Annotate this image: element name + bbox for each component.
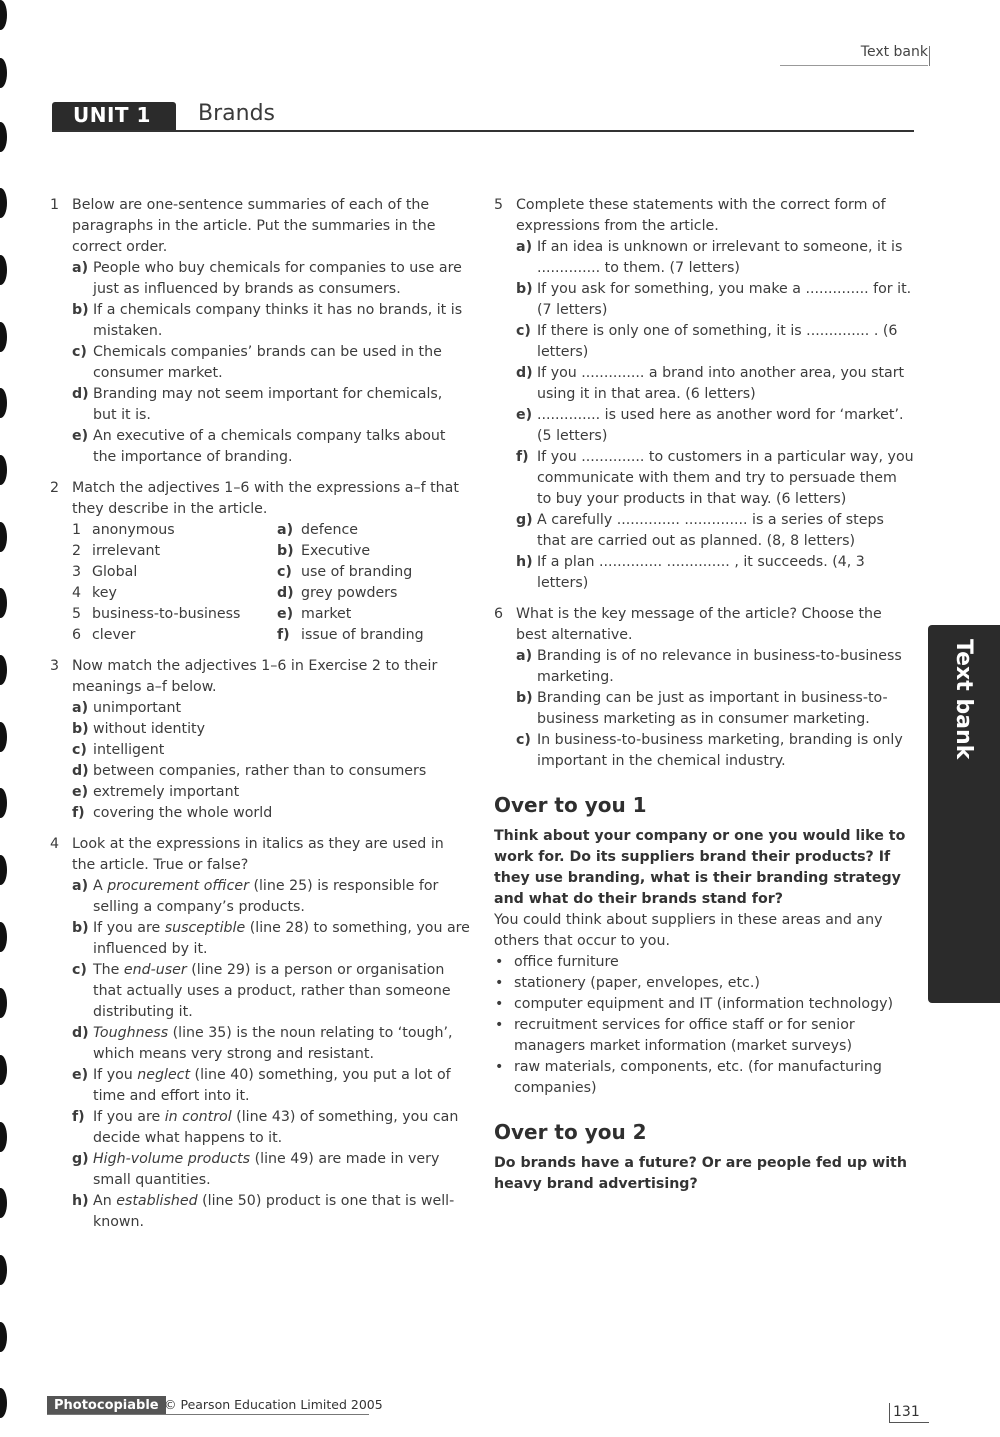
item-letter: a) (72, 878, 89, 894)
binding-hole (0, 1255, 7, 1285)
item-text: between companies, rather than to consumers (93, 763, 427, 779)
item-expression: High-volume products (93, 1151, 251, 1167)
exercise-2 (50, 478, 470, 646)
item-letter: f) (72, 805, 85, 821)
exercise-items (516, 646, 914, 772)
list-item (72, 803, 470, 824)
item-text: Branding can be just as important in business-to-business marketing as in consumer marketing. (537, 690, 888, 727)
discussion-prompt: Think about your company or one you would like to work for. Do its suppliers brand their products? If they use branding, what is their branding strategy and what do their brands stand for? (494, 828, 906, 907)
exercise-4 (50, 834, 470, 1233)
matching-table (72, 520, 470, 646)
item-text: grey powders (301, 585, 398, 601)
side-tab (928, 625, 1000, 1003)
item-number: 6 (72, 627, 82, 643)
item-letter: d) (72, 386, 89, 402)
unit-label: UNIT 1 (73, 103, 151, 127)
list-item (72, 300, 470, 342)
bullet-item: • computer equipment and IT (information technology) (494, 994, 914, 1015)
list-item (516, 447, 914, 510)
item-text: use of branding (301, 564, 413, 580)
list-item (516, 279, 914, 321)
right-column (494, 195, 914, 1195)
item-text: If an idea is unknown or irrelevant to someone, it is .............. to them. (7 letters) (537, 239, 903, 276)
item-letter: e) (72, 1067, 89, 1083)
list-item (516, 363, 914, 405)
side-tab-label: Text bank (951, 639, 976, 760)
list-item (72, 719, 470, 740)
item-expression: established (116, 1193, 198, 1209)
bullet-item: • office furniture (494, 952, 914, 973)
list-item (72, 1107, 470, 1149)
running-header: Text bank (860, 44, 928, 60)
match-left-item (72, 562, 277, 583)
item-number: 1 (72, 522, 82, 538)
item-expression: neglect (137, 1067, 191, 1083)
match-left-item (72, 520, 277, 541)
bullet-list (494, 952, 914, 1099)
page-rule (889, 1422, 929, 1423)
item-text: irrelevant (92, 543, 161, 559)
list-item (516, 688, 914, 730)
exercise-items (516, 237, 914, 594)
binding-hole (0, 1055, 7, 1085)
list-item (72, 876, 470, 918)
match-left-item (72, 583, 277, 604)
list-item (516, 321, 914, 363)
item-expression: in control (164, 1109, 232, 1125)
item-text-post: (line 25) is responsible for selling a company’s products. (93, 878, 439, 915)
section-text: You could think about suppliers in these areas and any others that occur to you. (494, 912, 883, 949)
binding-hole (0, 588, 7, 618)
item-text: If you ask for something, you make a .............. for it. (7 letters) (537, 281, 912, 318)
exercise-instructions: Complete these statements with the correct form of expressions from the article. (516, 197, 886, 234)
exercise-3 (50, 656, 470, 824)
item-number: 3 (72, 564, 82, 580)
left-column (50, 195, 470, 1243)
section-heading: Over to you 1 (494, 793, 647, 817)
list-item (72, 698, 470, 719)
item-text: market (301, 606, 352, 622)
exercise-number: 4 (50, 836, 60, 852)
photocopiable-badge: Photocopiable (47, 1396, 166, 1415)
item-text: In business-to-business marketing, branding is only important in the chemical industry. (537, 732, 903, 769)
exercise-items (72, 698, 470, 824)
match-right-item (277, 625, 467, 646)
item-text-post: (line 40) something, you put a lot of time and effort into it. (93, 1067, 451, 1104)
exercise-5 (494, 195, 914, 594)
exercise-6 (494, 604, 914, 772)
exercise-instructions: Now match the adjectives 1–6 in Exercise 2 to their meanings a–f below. (72, 658, 438, 695)
match-right-item (277, 541, 467, 562)
item-text: extremely important (93, 784, 240, 800)
item-text-post: (line 43) of something, you can decide what happens to it. (93, 1109, 459, 1146)
item-letter: f) (72, 1109, 85, 1125)
binding-hole (0, 922, 7, 952)
item-number: 2 (72, 543, 82, 559)
bullet-item: • stationery (paper, envelopes, etc.) (494, 973, 914, 994)
item-expression: end-user (123, 962, 187, 978)
section-heading: Over to you 2 (494, 1120, 647, 1144)
binding-hole (0, 0, 7, 30)
item-text: An executive of a chemicals company talks about the importance of branding. (93, 428, 446, 465)
item-letter: g) (516, 512, 533, 528)
over-to-you-1 (494, 792, 914, 1099)
binding-hole (0, 1322, 7, 1352)
discussion-prompt: Do brands have a future? Or are people fed up with heavy brand advertising? (494, 1155, 907, 1192)
item-text: anonymous (92, 522, 175, 538)
exercise-number: 6 (494, 606, 504, 622)
item-text-pre: An (93, 1193, 117, 1209)
item-text: A carefully .............. .............. is a series of steps that are carried out as planned. (8, 8 letters) (537, 512, 884, 549)
list-item (72, 960, 470, 1023)
item-letter: c) (72, 962, 87, 978)
item-letter: e) (277, 606, 294, 622)
list-item (516, 405, 914, 447)
list-item (72, 740, 470, 761)
item-letter: e) (516, 407, 533, 423)
item-letter: c) (516, 323, 531, 339)
binding-hole (0, 255, 7, 285)
item-text: covering the whole world (93, 805, 273, 821)
list-item (516, 646, 914, 688)
binding-hole (0, 388, 7, 418)
page-number: 131 (893, 1404, 920, 1420)
unit-title: Brands (198, 101, 275, 126)
item-letter: c) (516, 732, 531, 748)
binding-hole (0, 1188, 7, 1218)
match-right-item (277, 604, 467, 625)
item-letter: e) (72, 784, 89, 800)
over-to-you-2 (494, 1119, 914, 1195)
binding-hole (0, 1122, 7, 1152)
item-expression: susceptible (164, 920, 246, 936)
match-right-item (277, 583, 467, 604)
item-letter: c) (277, 564, 292, 580)
item-letter: f) (516, 449, 529, 465)
item-text: .............. is used here as another word for ‘market’. (5 letters) (537, 407, 904, 444)
list-item (516, 552, 914, 594)
item-text: Branding is of no relevance in business-to-business marketing. (537, 648, 902, 685)
item-letter: d) (72, 1025, 89, 1041)
binding-hole (0, 322, 7, 352)
item-text-pre: If you (93, 1067, 138, 1083)
item-text-pre: A (93, 878, 108, 894)
match-right-item (277, 520, 467, 541)
match-left-item (72, 604, 277, 625)
item-text: If you .............. to customers in a particular way, you communicate with them and try to persuade them to buy your products in that way. (6 letters) (537, 449, 914, 507)
exercise-number: 5 (494, 197, 504, 213)
binding-hole (0, 58, 7, 88)
item-letter: b) (516, 281, 533, 297)
item-letter: f) (277, 627, 290, 643)
item-text: defence (301, 522, 358, 538)
item-text: If a chemicals company thinks it has no brands, it is mistaken. (93, 302, 463, 339)
copyright-notice: © Pearson Education Limited 2005 (164, 1397, 383, 1412)
item-expression: Toughness (93, 1025, 169, 1041)
item-text-post: (line 50) product is one that is well-known. (93, 1193, 455, 1230)
list-item (72, 342, 470, 384)
item-text: People who buy chemicals for companies to use are just as influenced by brands as consumers. (93, 260, 462, 297)
item-text: key (92, 585, 117, 601)
list-item (72, 1191, 470, 1233)
item-letter: c) (72, 742, 87, 758)
item-text: If a plan .............. .............. , it succeeds. (4, 3 letters) (537, 554, 865, 591)
item-text-pre: If you are (93, 920, 165, 936)
footer-rule (47, 1414, 369, 1415)
binding-hole (0, 522, 7, 552)
item-text: business-to-business (92, 606, 241, 622)
bullet-item: • recruitment services for office staff or for senior managers market information (market surveys) (494, 1015, 914, 1057)
exercise-number: 1 (50, 197, 60, 213)
exercise-number: 2 (50, 480, 60, 496)
item-letter: d) (516, 365, 533, 381)
item-text-post: (line 35) is the noun relating to ‘tough’, which means very strong and resistant. (93, 1025, 453, 1062)
item-letter: c) (72, 344, 87, 360)
item-letter: d) (277, 585, 294, 601)
item-letter: b) (277, 543, 294, 559)
item-text: If there is only one of something, it is .............. . (6 letters) (537, 323, 898, 360)
binding-hole (0, 788, 7, 818)
binding-hole (0, 855, 7, 885)
header-tick (929, 46, 930, 66)
item-letter: b) (72, 920, 89, 936)
list-item (72, 1065, 470, 1107)
binding-hole (0, 988, 7, 1018)
item-letter: a) (72, 700, 89, 716)
page-tick (889, 1403, 890, 1423)
item-number: 5 (72, 606, 82, 622)
exercise-1 (50, 195, 470, 468)
item-letter: b) (72, 302, 89, 318)
binding-hole (0, 722, 7, 752)
item-letter: e) (72, 428, 89, 444)
binding-hole (0, 455, 7, 485)
item-text: intelligent (93, 742, 165, 758)
item-letter: h) (516, 554, 533, 570)
exercise-instructions: Below are one-sentence summaries of each of the paragraphs in the article. Put the summaries in the correct order. (72, 197, 436, 255)
list-item (72, 384, 470, 426)
item-text: Chemicals companies’ brands can be used in the consumer market. (93, 344, 442, 381)
exercise-instructions: Look at the expressions in italics as they are used in the article. True or false? (72, 836, 444, 873)
list-item (72, 918, 470, 960)
item-expression: procurement officer (107, 878, 249, 894)
binding-hole (0, 655, 7, 685)
exercise-instructions: What is the key message of the article? Choose the best alternative. (516, 606, 882, 643)
item-text: Global (92, 564, 138, 580)
list-item (516, 510, 914, 552)
unit-rule (52, 130, 914, 132)
list-item (72, 426, 470, 468)
item-text-post: (line 29) is a person or organisation that actually uses a product, rather than someone distributing it. (93, 962, 451, 1020)
item-letter: b) (516, 690, 533, 706)
item-letter: b) (72, 721, 89, 737)
binding-hole (0, 122, 7, 152)
exercise-items (72, 876, 470, 1233)
list-item (72, 1149, 470, 1191)
match-right-item (277, 562, 467, 583)
item-text-post: (line 49) are made in very small quantities. (93, 1151, 440, 1188)
item-text: without identity (93, 721, 205, 737)
item-letter: a) (516, 239, 533, 255)
list-item (72, 1023, 470, 1065)
item-text: Branding may not seem important for chemicals, but it is. (93, 386, 443, 423)
binding-hole (0, 1388, 7, 1418)
header-rule (780, 65, 928, 66)
item-text: Executive (301, 543, 371, 559)
item-text: If you .............. a brand into another area, you start using it in that area. (6 letters) (537, 365, 905, 402)
side-tab-text-wrap (928, 625, 1000, 1003)
item-text: clever (92, 627, 136, 643)
bullet-item: • raw materials, components, etc. (for manufacturing companies) (494, 1057, 914, 1099)
item-number: 4 (72, 585, 82, 601)
item-text-post: (line 28) to something, you are influenced by it. (93, 920, 470, 957)
item-letter: h) (72, 1193, 89, 1209)
item-text-pre: The (93, 962, 124, 978)
item-letter: a) (277, 522, 294, 538)
list-item (72, 782, 470, 803)
item-letter: g) (72, 1151, 89, 1167)
item-text: unimportant (93, 700, 182, 716)
exercise-number: 3 (50, 658, 60, 674)
list-item (72, 761, 470, 782)
exercise-instructions: Match the adjectives 1–6 with the expressions a–f that they describe in the article. (72, 480, 459, 517)
list-item (516, 730, 914, 772)
item-text-pre: If you are (93, 1109, 165, 1125)
match-left-item (72, 625, 277, 646)
item-text: issue of branding (301, 627, 424, 643)
list-item (72, 258, 470, 300)
binding-holes (0, 0, 14, 1437)
item-letter: d) (72, 763, 89, 779)
binding-hole (0, 188, 7, 218)
match-left-item (72, 541, 277, 562)
item-letter: a) (72, 260, 89, 276)
exercise-items (72, 258, 470, 468)
item-letter: a) (516, 648, 533, 664)
list-item (516, 237, 914, 279)
